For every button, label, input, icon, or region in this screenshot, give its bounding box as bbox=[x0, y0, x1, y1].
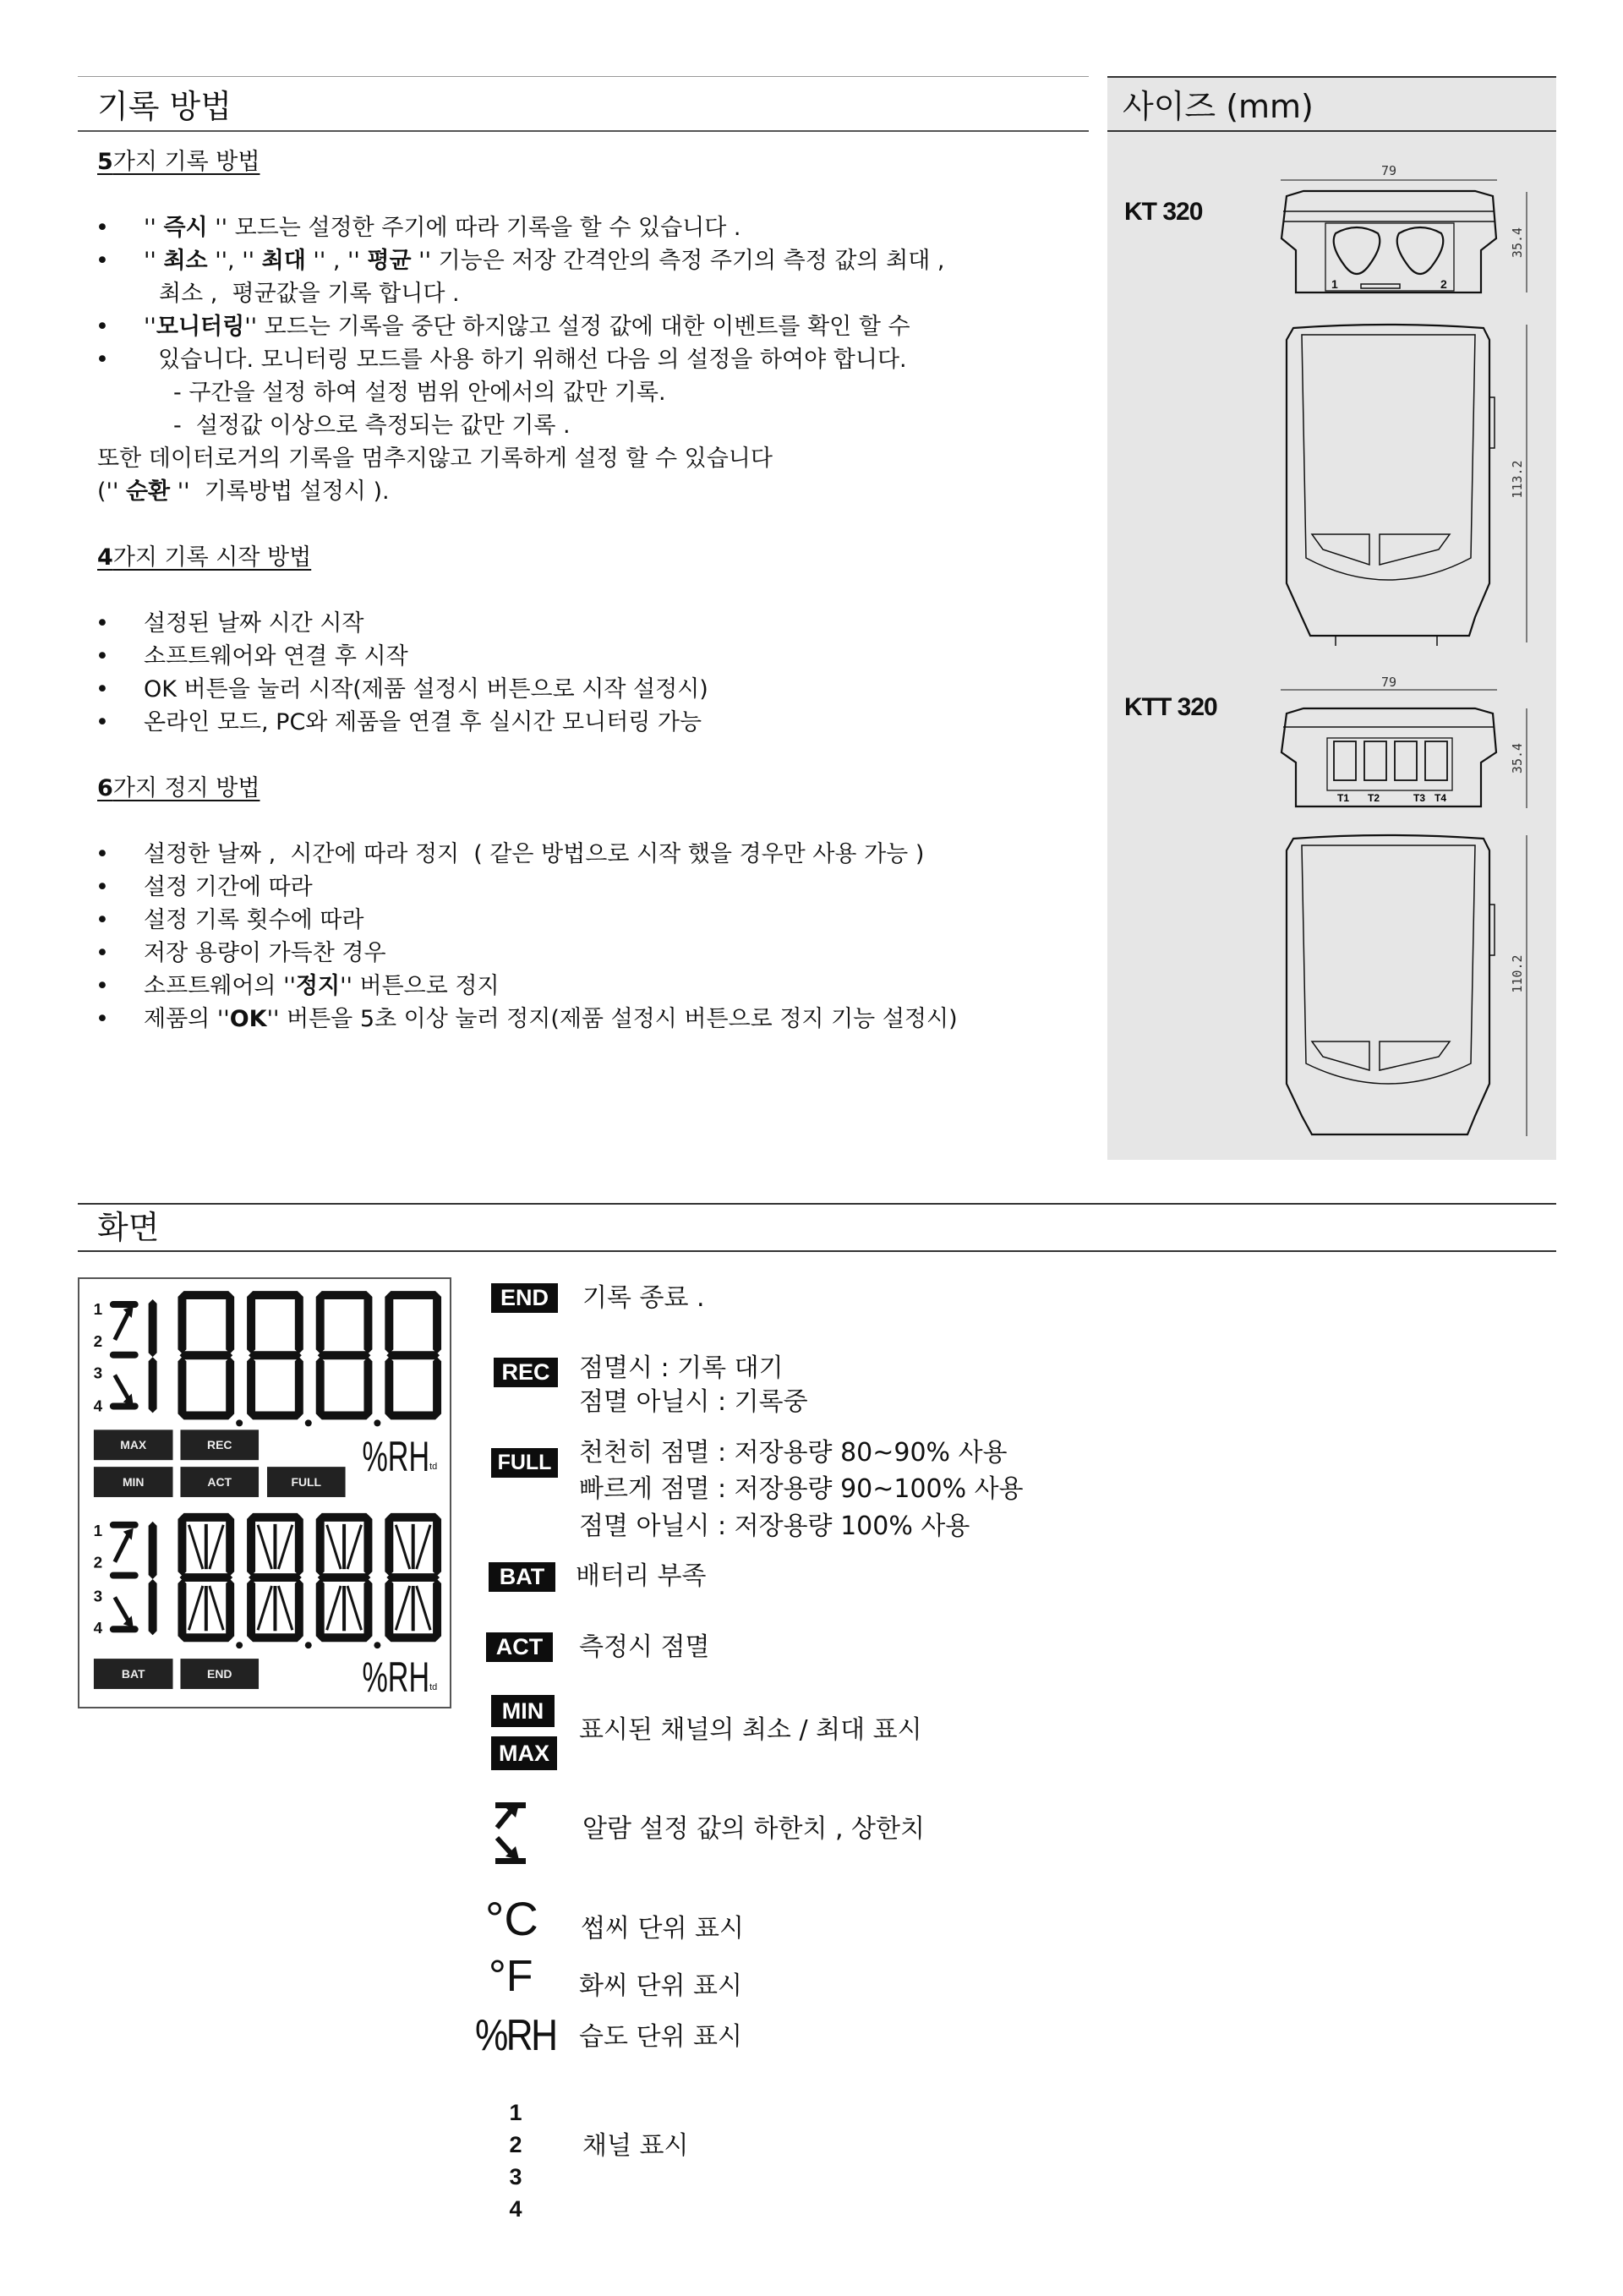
lcd-segment bbox=[247, 1579, 255, 1640]
text-run: '' 모드는 기록을 중단 하지않고 설정 값에 대한 이벤트를 확인 할 수 bbox=[244, 314, 910, 340]
kt320-depth-value: 35.4 bbox=[1510, 227, 1525, 259]
line-text bbox=[144, 706, 702, 739]
lcd-segment bbox=[386, 1291, 440, 1299]
lcd-segment bbox=[249, 1633, 302, 1642]
lcd-segment bbox=[295, 1515, 303, 1576]
lcd-limit-bar bbox=[110, 1402, 139, 1409]
lcd-segment bbox=[316, 1579, 325, 1640]
line-text bbox=[144, 937, 386, 970]
lcd-segment bbox=[347, 1586, 361, 1630]
list-item bbox=[0, 178, 1089, 211]
alarm-limit-arrows-icon bbox=[489, 1799, 531, 1868]
legend-badge-rec: REC bbox=[494, 1358, 558, 1387]
lcd-segment bbox=[249, 1411, 302, 1419]
lcd-channel-number: 2 bbox=[93, 1554, 103, 1572]
text-run: 소프트웨어와 연결 후 시작 bbox=[144, 643, 408, 670]
line-text bbox=[144, 871, 313, 904]
ktt320-port-t3: T3 bbox=[1413, 792, 1426, 804]
lcd-segment bbox=[226, 1293, 234, 1353]
bold-term: 최소 bbox=[163, 248, 208, 274]
lcd-limit-bar bbox=[110, 1352, 139, 1358]
line-text bbox=[144, 211, 741, 244]
subsection-heading bbox=[0, 541, 1089, 574]
lcd-channel-number: 4 bbox=[93, 1620, 103, 1638]
legend-text-act: 측정시 점멸 bbox=[579, 1632, 710, 1662]
bold-term: 5 bbox=[97, 149, 113, 175]
bullet-icon: • bbox=[96, 215, 109, 241]
lcd-segment bbox=[249, 1351, 302, 1359]
text-run: '' bbox=[144, 215, 164, 241]
lcd-indicator-label: BAT bbox=[121, 1667, 145, 1681]
lcd-decimal-point bbox=[374, 1419, 380, 1426]
bold-term: 모니터링 bbox=[156, 314, 245, 340]
bold-term: 즉시 bbox=[163, 215, 208, 241]
lcd-segment bbox=[258, 1586, 271, 1630]
lcd-channel-number: 3 bbox=[93, 1588, 103, 1606]
lcd-segment bbox=[386, 1513, 440, 1522]
line-text bbox=[144, 244, 945, 277]
line-text bbox=[159, 277, 460, 310]
text-run: 제품의 '' bbox=[144, 1006, 230, 1032]
lcd-segment bbox=[386, 1573, 440, 1582]
text-run: 가지 기록 방법 bbox=[112, 149, 260, 175]
bold-term: 평균 bbox=[367, 248, 412, 274]
lcd-segment bbox=[363, 1579, 372, 1640]
lcd-decimal-point bbox=[305, 1419, 312, 1426]
lcd-segment bbox=[417, 1586, 430, 1630]
legend-text-celsius: 썹씨 단위 표시 bbox=[581, 1914, 744, 1943]
bold-term: 정지 bbox=[295, 973, 341, 999]
bullet-icon: • bbox=[96, 973, 109, 999]
line-text bbox=[173, 376, 666, 409]
subsection-heading bbox=[0, 145, 1089, 178]
line-text bbox=[144, 838, 924, 871]
text-run: 또한 데이터로거의 기록을 멈추지않고 기록하게 설정 할 수 있습니다 bbox=[97, 446, 773, 472]
channel-number-3: 3 bbox=[509, 2164, 522, 2189]
legend-text-channel: 채널 표시 bbox=[582, 2131, 689, 2161]
lcd-segments bbox=[79, 1279, 450, 1707]
legend-text-rec-1: 점멸시 : 기록 대기 bbox=[579, 1353, 784, 1383]
text-run: 설정 기간에 따라 bbox=[144, 874, 313, 900]
text-run: 설정 기록 횟수에 따라 bbox=[144, 907, 364, 933]
bold-term: 최대 bbox=[261, 248, 306, 274]
text-run: 온라인 모드, PC와 제품을 연결 후 실시간 모니터링 가능 bbox=[144, 709, 702, 735]
ktt320-width-value: 79 bbox=[1380, 675, 1397, 690]
text-run: '' bbox=[144, 314, 156, 340]
lcd-segment bbox=[318, 1351, 371, 1359]
line-text bbox=[97, 145, 260, 178]
lcd-alarm-down-arrow bbox=[115, 1597, 128, 1621]
lcd-segment bbox=[179, 1513, 232, 1522]
device-drawings bbox=[1107, 77, 1556, 1160]
lcd-limit-bar bbox=[110, 1301, 139, 1308]
lcd-segment bbox=[178, 1293, 186, 1353]
list-item bbox=[0, 970, 1089, 1003]
list-item bbox=[0, 211, 1089, 244]
legend-text-full-2: 빠르게 점멸 : 저장용량 90~100% 사용 bbox=[579, 1474, 1024, 1504]
bold-term: 4 bbox=[97, 544, 113, 571]
lcd-segment bbox=[249, 1573, 302, 1582]
lcd-decimal-point bbox=[236, 1419, 243, 1426]
lcd-segment bbox=[318, 1633, 371, 1642]
lcd-segment bbox=[396, 1586, 409, 1630]
bullet-icon: • bbox=[96, 907, 109, 933]
list-item bbox=[0, 673, 1089, 706]
lcd-segment bbox=[179, 1411, 232, 1419]
legend-badge-max: MAX bbox=[491, 1736, 557, 1770]
list-item bbox=[0, 508, 1089, 541]
fahrenheit-icon: °F bbox=[489, 1952, 533, 2001]
humidity-icon: %RH bbox=[475, 2011, 556, 2060]
lcd-segment bbox=[433, 1357, 441, 1418]
lcd-segment bbox=[318, 1411, 371, 1419]
bold-term: OK bbox=[229, 1006, 267, 1032]
list-item bbox=[0, 376, 1089, 409]
legend-text-humidity: 습도 단위 표시 bbox=[579, 2022, 742, 2052]
line-text bbox=[144, 1003, 958, 1036]
list-item bbox=[0, 838, 1089, 871]
legend-text-alarm: 알람 설정 값의 하한치 , 상한치 bbox=[582, 1814, 925, 1844]
legend-text-bat: 배터리 부족 bbox=[576, 1561, 707, 1591]
bullet-icon: • bbox=[96, 709, 109, 735]
legend-badge-act: ACT bbox=[486, 1632, 553, 1662]
lcd-segment bbox=[386, 1411, 440, 1419]
text-run: '' , '' bbox=[305, 248, 368, 274]
lcd-decimal-point bbox=[236, 1642, 243, 1648]
bullet-icon: • bbox=[96, 610, 109, 637]
lcd-channel-number: 1 bbox=[93, 1522, 103, 1540]
list-item bbox=[0, 343, 1089, 376]
lcd-unit-subscript: td bbox=[429, 1681, 438, 1692]
text-run: '' 버튼을 5초 이상 눌러 정지(제품 설정시 버튼으로 정지 기능 설정시) bbox=[266, 1006, 958, 1032]
lcd-channel-number: 3 bbox=[93, 1364, 103, 1383]
lcd-segment bbox=[385, 1515, 393, 1576]
text-run: ('' bbox=[97, 478, 126, 505]
lcd-segment bbox=[226, 1515, 234, 1576]
lcd-segment bbox=[226, 1357, 234, 1418]
channel-number-2: 2 bbox=[509, 2132, 522, 2157]
celsius-icon: °C bbox=[485, 1892, 538, 1945]
text-run: OK 버튼을 눌러 시작(제품 설정시 버튼으로 시작 설정시) bbox=[144, 676, 708, 702]
device-label-kt320: KT 320 bbox=[1124, 198, 1203, 226]
lcd-segment bbox=[149, 1299, 157, 1357]
ktt320-port-t2: T2 bbox=[1368, 792, 1380, 804]
lcd-segment bbox=[433, 1579, 441, 1640]
list-item bbox=[0, 871, 1089, 904]
legend-badge-end: END bbox=[491, 1283, 558, 1313]
record-section-title: 기록 방법 bbox=[97, 88, 232, 125]
lcd-channel-number: 2 bbox=[93, 1332, 103, 1351]
lcd-segment bbox=[385, 1293, 393, 1353]
line-text bbox=[144, 640, 408, 673]
text-run: 최소 , 평균값을 기록 합니다 . bbox=[159, 281, 460, 307]
screen-top-rule bbox=[78, 1203, 1556, 1205]
list-item bbox=[0, 574, 1089, 607]
channel-number-4: 4 bbox=[509, 2196, 522, 2222]
lcd-segment bbox=[295, 1579, 303, 1640]
kt320-top-view bbox=[1281, 180, 1527, 292]
screen-title-rule bbox=[78, 1250, 1556, 1252]
lcd-segment bbox=[386, 1351, 440, 1359]
kt320-port-2: 2 bbox=[1440, 277, 1447, 291]
lcd-indicator-label: REC bbox=[207, 1438, 232, 1452]
screen-section-title: 화면 bbox=[97, 1209, 160, 1246]
text-run: '' 버튼으로 정지 bbox=[340, 973, 500, 999]
text-run: '' 기록방법 설정시 ). bbox=[170, 478, 390, 505]
line-text bbox=[97, 475, 390, 508]
lcd-decimal-point bbox=[374, 1642, 380, 1648]
lcd-unit-label: %RH bbox=[362, 1653, 430, 1701]
line-text bbox=[97, 442, 773, 475]
legend-badge-min: MIN bbox=[491, 1695, 555, 1727]
ktt320-port-t1: T1 bbox=[1337, 792, 1350, 804]
text-run: 저장 용량이 가득찬 경우 bbox=[144, 940, 386, 966]
lcd-segment bbox=[433, 1515, 441, 1576]
lcd-segment bbox=[179, 1291, 232, 1299]
kt320-front-view bbox=[1287, 325, 1527, 646]
list-item bbox=[0, 442, 1089, 475]
lcd-segment bbox=[318, 1513, 371, 1522]
text-run: 가지 기록 시작 방법 bbox=[112, 544, 312, 571]
lcd-segment bbox=[327, 1586, 341, 1630]
lcd-decimal-point bbox=[305, 1642, 312, 1648]
bullet-icon: • bbox=[96, 940, 109, 966]
line-text bbox=[144, 904, 364, 937]
lcd-limit-bar bbox=[110, 1626, 139, 1632]
line-text bbox=[144, 607, 364, 640]
lcd-segment bbox=[318, 1291, 371, 1299]
legend-text-rec-2: 점멸 아닐시 : 기록중 bbox=[579, 1387, 808, 1417]
bullet-icon: • bbox=[96, 1006, 109, 1032]
line-text bbox=[97, 772, 260, 805]
lcd-segment bbox=[363, 1357, 372, 1418]
line-text bbox=[144, 970, 500, 1003]
bold-term: 6 bbox=[97, 775, 113, 801]
lcd-segment bbox=[318, 1573, 371, 1582]
lcd-indicator-label: MIN bbox=[122, 1475, 145, 1490]
bullet-icon: • bbox=[96, 676, 109, 702]
ktt320-depth-value: 35.4 bbox=[1510, 742, 1525, 774]
lcd-display bbox=[78, 1277, 451, 1708]
record-body bbox=[0, 145, 1089, 1036]
text-run: '' bbox=[144, 248, 164, 274]
lcd-segment bbox=[178, 1357, 186, 1418]
legend-text-minmax: 표시된 채널의 최소 / 최대 표시 bbox=[579, 1715, 922, 1745]
lcd-segment bbox=[189, 1525, 202, 1569]
lcd-segment bbox=[247, 1515, 255, 1576]
kt320-width-value: 79 bbox=[1380, 163, 1397, 178]
list-item bbox=[0, 739, 1089, 772]
lcd-segment bbox=[149, 1522, 157, 1579]
legend-text-end: 기록 종료 . bbox=[582, 1283, 705, 1313]
text-run: '' 모드는 설정한 주기에 따라 기록을 할 수 있습니다 . bbox=[207, 215, 741, 241]
text-run: 설정한 날짜 , 시간에 따라 정지 ( 같은 방법으로 시작 했을 경우만 사용 가능 ) bbox=[144, 841, 925, 867]
lcd-indicator-label: FULL bbox=[291, 1475, 322, 1490]
lcd-alarm-up-arrow bbox=[115, 1535, 128, 1562]
kt320-height-value: 113.2 bbox=[1510, 460, 1525, 499]
legend-badge-bat: BAT bbox=[489, 1562, 555, 1592]
lcd-segment bbox=[179, 1351, 232, 1359]
lcd-segment bbox=[189, 1586, 202, 1630]
lcd-segment bbox=[210, 1525, 223, 1569]
lcd-segment bbox=[396, 1525, 409, 1569]
kt320-port-1: 1 bbox=[1331, 277, 1338, 291]
line-text bbox=[144, 310, 910, 343]
line-text bbox=[97, 541, 311, 574]
list-item bbox=[0, 805, 1089, 838]
list-item bbox=[0, 640, 1089, 673]
text-run: - 설정값 이상으로 측정되는 값만 기록 . bbox=[173, 413, 571, 439]
lcd-segment bbox=[347, 1525, 361, 1569]
text-run: '', '' bbox=[207, 248, 262, 274]
legend-text-full-3: 점멸 아닐시 : 저장용량 100% 사용 bbox=[579, 1512, 970, 1541]
list-item bbox=[0, 277, 1089, 310]
lcd-segment bbox=[226, 1579, 234, 1640]
lcd-segment bbox=[385, 1357, 393, 1418]
line-text bbox=[173, 409, 571, 442]
ktt320-front-view bbox=[1287, 835, 1527, 1136]
bullet-icon: • bbox=[96, 248, 109, 274]
lcd-segment bbox=[178, 1579, 186, 1640]
text-run: - 구간을 설정 하여 설정 범위 안에서의 값만 기록. bbox=[173, 380, 666, 406]
lcd-segment bbox=[247, 1293, 255, 1353]
lcd-limit-bar bbox=[110, 1572, 139, 1579]
lcd-indicator-label: MAX bbox=[120, 1438, 147, 1452]
list-item bbox=[0, 475, 1089, 508]
lcd-segment bbox=[249, 1291, 302, 1299]
ktt320-top-view bbox=[1281, 690, 1527, 808]
lcd-segment bbox=[249, 1513, 302, 1522]
lcd-segment bbox=[258, 1525, 271, 1569]
ktt320-port-t4: T4 bbox=[1434, 792, 1447, 804]
bold-term: 순환 bbox=[125, 478, 171, 505]
lcd-segment bbox=[295, 1357, 303, 1418]
bullet-icon: • bbox=[96, 874, 109, 900]
list-item bbox=[0, 409, 1089, 442]
bullet-icon: • bbox=[96, 314, 109, 340]
lcd-segment bbox=[278, 1525, 292, 1569]
subsection-heading bbox=[0, 772, 1089, 805]
lcd-segment bbox=[247, 1357, 255, 1418]
lcd-segment bbox=[316, 1357, 325, 1418]
lcd-segment bbox=[149, 1579, 157, 1635]
lcd-segment bbox=[210, 1586, 223, 1630]
lcd-segment bbox=[149, 1357, 157, 1413]
record-title-rule bbox=[78, 130, 1089, 132]
list-item bbox=[0, 244, 1089, 277]
legend-text-full-1: 천천히 점멸 : 저장용량 80~90% 사용 bbox=[579, 1438, 1008, 1468]
line-text bbox=[144, 343, 907, 376]
lcd-segment bbox=[327, 1525, 341, 1569]
lcd-segment bbox=[178, 1515, 186, 1576]
lcd-segment bbox=[295, 1293, 303, 1353]
lcd-indicator-label: ACT bbox=[207, 1475, 232, 1490]
lcd-unit-label: %RH bbox=[362, 1433, 430, 1481]
record-top-rule bbox=[78, 76, 1089, 77]
lcd-segment bbox=[386, 1633, 440, 1642]
lcd-segment bbox=[385, 1579, 393, 1640]
lcd-segment bbox=[417, 1525, 430, 1569]
lcd-segment bbox=[433, 1293, 441, 1353]
bullet-icon: • bbox=[96, 841, 109, 867]
bullet-icon: • bbox=[96, 347, 109, 373]
lcd-unit-subscript: td bbox=[429, 1462, 438, 1473]
lcd-segment bbox=[316, 1515, 325, 1576]
legend-badge-full: FULL bbox=[491, 1448, 558, 1478]
channel-number-1: 1 bbox=[509, 2100, 522, 2125]
lcd-segment bbox=[363, 1515, 372, 1576]
ktt320-height-value: 110.2 bbox=[1510, 954, 1525, 993]
lcd-segment bbox=[363, 1293, 372, 1353]
list-item bbox=[0, 904, 1089, 937]
lcd-channel-number: 4 bbox=[93, 1397, 103, 1416]
size-section-title: 사이즈 (mm) bbox=[1123, 88, 1314, 125]
list-item bbox=[0, 1003, 1089, 1036]
text-run: 소프트웨어의 '' bbox=[144, 973, 296, 999]
text-run: 설정된 날짜 시간 시작 bbox=[144, 610, 364, 637]
legend-text-fahrenheit: 화씨 단위 표시 bbox=[579, 1971, 742, 2001]
line-text bbox=[144, 673, 708, 706]
device-label-ktt320: KTT 320 bbox=[1124, 693, 1217, 721]
lcd-segment bbox=[316, 1293, 325, 1353]
text-run: 있습니다. 모니터링 모드를 사용 하기 위해선 다음 의 설정을 하여야 합니다. bbox=[144, 347, 907, 373]
list-item bbox=[0, 607, 1089, 640]
list-item bbox=[0, 706, 1089, 739]
lcd-segment bbox=[179, 1633, 232, 1642]
lcd-indicator-label: END bbox=[207, 1667, 232, 1681]
text-run: '' 기능은 저장 간격안의 측정 주기의 측정 값의 최대 , bbox=[411, 248, 945, 274]
text-run: 가지 정지 방법 bbox=[112, 775, 260, 801]
list-item bbox=[0, 310, 1089, 343]
lcd-segment bbox=[179, 1573, 232, 1582]
lcd-limit-bar bbox=[110, 1522, 139, 1528]
list-item bbox=[0, 937, 1089, 970]
lcd-channel-number: 1 bbox=[93, 1300, 103, 1319]
lcd-alarm-down-arrow bbox=[115, 1375, 128, 1399]
bullet-icon: • bbox=[96, 643, 109, 670]
lcd-segment bbox=[278, 1586, 292, 1630]
lcd-alarm-up-arrow bbox=[115, 1313, 128, 1340]
